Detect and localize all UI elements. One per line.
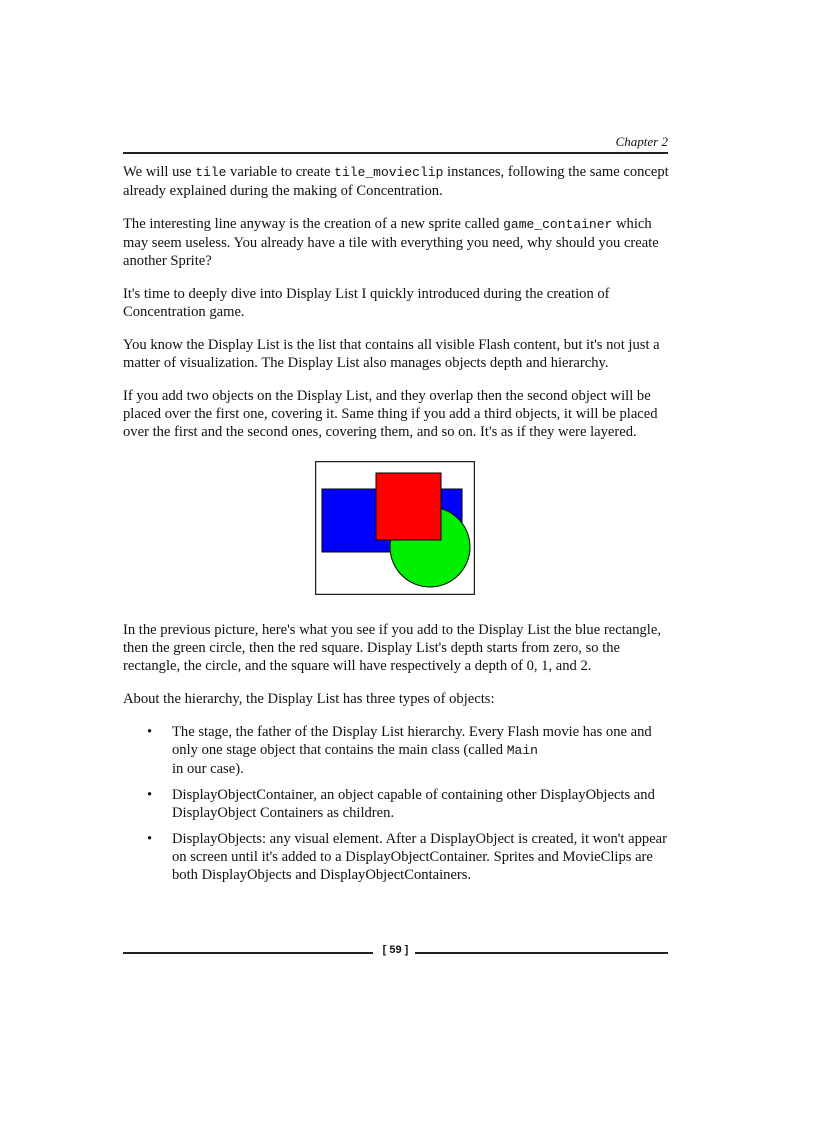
text: instances, following the same concept already explained during the making of Concentration. xyxy=(123,164,669,199)
bullet-list xyxy=(123,723,670,884)
list-item xyxy=(147,723,670,778)
page-body xyxy=(123,163,670,892)
red-square xyxy=(376,473,441,540)
list-item xyxy=(147,830,670,884)
text: We will use xyxy=(123,164,196,180)
paragraph: You know the Display List is the list that contains all visible Flash content, but it's not just a matter of visualization. The Display List also manages objects depth and hierarchy. xyxy=(123,337,660,371)
bullet-icon: • xyxy=(147,724,153,740)
paragraph: In the previous picture, here's what you see if you add to the Display List the blue rectangle, then the green circle, then the red square. Display List's depth starts from zero, so the rectangle, the circle, and the square will have respectively a depth of 0, 1, and 2. xyxy=(123,622,661,674)
inline-code: Main xyxy=(506,743,538,758)
page-number: [ 59 ] xyxy=(382,944,409,956)
page-footer xyxy=(123,944,668,960)
paragraph: If you add two objects on the Display List, and they overlap then the second object will be placed over the first one, covering it. Same thing if you add a third objects, it will be placed over the first and the second ones, covering them, and so on. It's as if they were layered. xyxy=(123,388,658,440)
bullet-icon: • xyxy=(147,831,153,847)
text: variable to create xyxy=(226,164,335,180)
inline-code: game_container xyxy=(503,217,613,232)
paragraph xyxy=(123,163,670,200)
paragraph: It's time to deeply dive into Display List I quickly introduced during the creation of Concentration game. xyxy=(123,286,610,320)
footer-rule xyxy=(415,952,668,954)
text: The stage, the father of the Display List hierarchy. Every Flash movie has one and only one stage object that contains the main class (called xyxy=(172,724,652,758)
running-header xyxy=(123,134,668,154)
paragraph: About the hierarchy, the Display List has three types of objects: xyxy=(123,691,495,707)
display-list-figure xyxy=(315,461,475,595)
footer-rule xyxy=(123,952,373,954)
inline-code: tile_movieclip xyxy=(334,165,444,180)
paragraph xyxy=(123,215,670,270)
text: DisplayObjectContainer, an object capable of containing other DisplayObjects and DisplayObject Containers as children. xyxy=(172,787,655,821)
list-item xyxy=(147,786,670,822)
text: The interesting line anyway is the creation of a new sprite called xyxy=(123,216,504,232)
text: in our case). xyxy=(172,761,244,777)
text: DisplayObjects: any visual element. After a DisplayObject is created, it won't appear on screen until it's added to a DisplayObjectContainer. Sprites and MovieClips are both DisplayObjects and DisplayObjectContainers. xyxy=(172,831,668,883)
chapter-label: Chapter 2 xyxy=(615,134,668,149)
inline-code: tile xyxy=(195,165,227,180)
text: which may seem useless. You already have a tile with everything you need, why should you create another Sprite? xyxy=(123,216,659,269)
bullet-icon: • xyxy=(147,787,153,803)
